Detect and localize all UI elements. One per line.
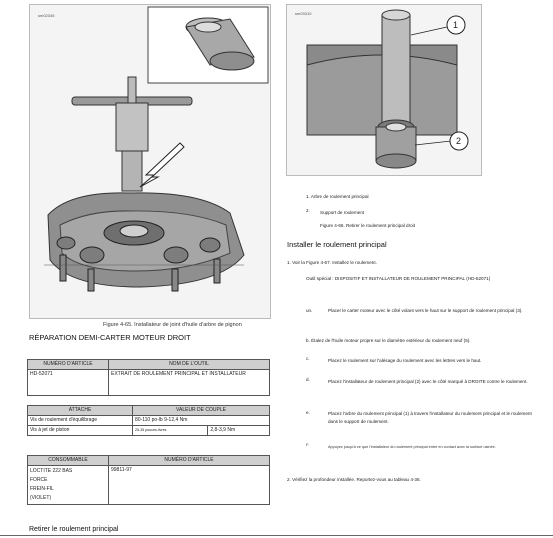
remove-bearing-heading: Retirer le roulement principal <box>29 526 119 533</box>
substep-f-label: F. <box>306 442 310 447</box>
crankcase-tool-illustration <box>30 5 270 318</box>
tool-table-header-name: NOM DE L'OUTIL <box>109 360 270 370</box>
main-bearing-removal-illustration <box>287 5 481 175</box>
right-figure <box>286 4 482 176</box>
torque-table <box>27 405 270 436</box>
install-step-2: 2. Vérifiez la profondeur installée. Reportez-vous au tableau 4-36. <box>287 477 421 482</box>
torque-row-name: Vis de roulement d'équilibrage <box>28 416 133 426</box>
substep-c-label: c. <box>306 356 310 361</box>
figure-code: sm02345 <box>38 13 55 18</box>
substep-d-text: Placez l'installateur de roulement principal (2) avec le côté marqué à DROITE contre le roulement. <box>328 379 528 384</box>
substep-f-text: Appuyez jusqu'à ce que l'installateur du roulement principal entre en contact avec la surface usinée. <box>328 445 496 449</box>
install-step-1: 1. Voir la Figure 4-67. Installez le roulement. <box>287 260 377 265</box>
consumable-name <box>28 466 109 505</box>
torque-row-value: 80-110 po-lb 9-12,4 Nm <box>133 416 270 426</box>
torque-row-value-nm: 2,8-3,9 Nm <box>208 426 270 436</box>
consumable-number: 99811-97 <box>109 466 270 505</box>
substep-a-text: Placer le carter moteur avec le côté volant vers le haut sur le support de roulement principal (3). <box>328 308 523 313</box>
consumable-name-line: LOCTITE 222 BAS <box>30 468 73 474</box>
install-special-tool: Outil spécial : DISPOSITIF ET INSTALLATEUR DE ROULEMENT PRINCIPAL (HD-52071) <box>306 276 491 281</box>
substep-b: b. Étalez de l'huile moteur propre sur le diamètre extérieur du roulement neuf (5). <box>306 338 471 343</box>
torque-table-header-value: VALEUR DE COUPLE <box>133 406 270 416</box>
legend-item-2-number: 2. <box>306 208 310 213</box>
substep-d-label: d. <box>306 377 310 382</box>
install-section-title: Installer le roulement principal <box>287 240 387 249</box>
tool-table-number: HD-52071 <box>28 370 109 396</box>
torque-table-header-fastener: ATTACHE <box>28 406 133 416</box>
callout-2: 2 <box>456 136 462 146</box>
left-figure <box>29 4 271 319</box>
consumable-name-line: (VIOLET) <box>30 495 52 501</box>
substep-e-label: e. <box>306 410 310 415</box>
tool-table <box>27 359 270 396</box>
right-figure-caption: Figure 4-66. Retirer le roulement principal droit <box>320 223 415 228</box>
substep-c-text: Placez le roulement sur l'alésage du roulement avec les lettres vers le haut. <box>328 358 482 363</box>
consumable-header-name: CONSOMMABLE <box>28 456 109 466</box>
callout-1: 1 <box>453 20 459 30</box>
section-title: RÉPARATION DEMI-CARTER MOTEUR DROIT <box>29 333 191 342</box>
figure-code: sm03310 <box>295 11 312 16</box>
consumable-name-line: FORCE <box>30 477 48 483</box>
consumable-header-number: NUMÉRO D'ARTICLE <box>109 456 270 466</box>
tool-table-header-number: NUMÉRO D'ARTICLE <box>28 360 109 370</box>
page-bottom-divider <box>0 535 553 536</box>
legend-item-1: 1. Arbre de roulement principal <box>306 194 369 199</box>
legend-item-2-text: Support de roulement <box>320 210 365 215</box>
substep-a-label: un. <box>306 308 313 313</box>
left-figure-caption: Figure 4-65. Installateur de joint d'huile d'arbre de pignon <box>103 322 242 328</box>
substep-e-text: Placez l'arbre du roulement principal (1) à travers l'installateur du roulement principal et le roulement dans le support de roulement. <box>328 411 532 424</box>
torque-row-value-inch-pounds: 25-35 pouces-livres <box>133 426 208 436</box>
tool-table-name: EXTRAIT DE ROULEMENT PRINCIPAL ET INSTALLATEUR <box>109 370 270 396</box>
consumable-table <box>27 455 270 505</box>
consumable-name-line: FREIN-FIL <box>30 486 54 492</box>
torque-row-name: Vis à jet de piston <box>28 426 133 436</box>
